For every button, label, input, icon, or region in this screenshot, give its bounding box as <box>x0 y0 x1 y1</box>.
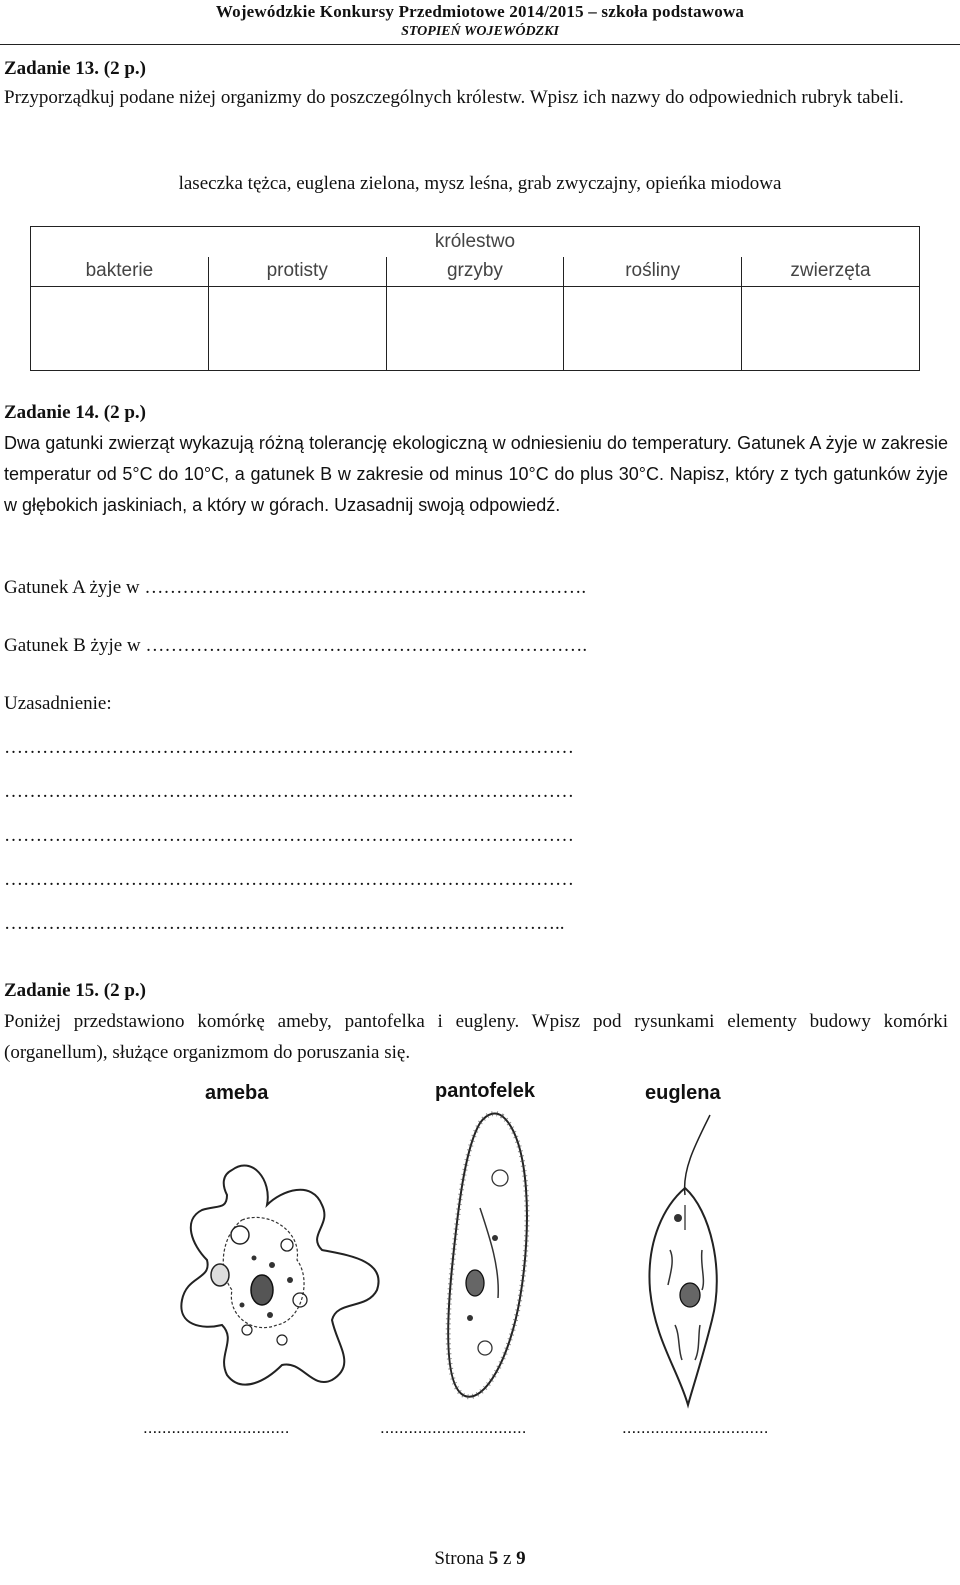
column-zwierzeta: zwierzęta <box>742 257 920 287</box>
column-protisty: protisty <box>208 257 386 287</box>
page-number: 5 <box>488 1548 499 1569</box>
justification-line-4[interactable]: ……………………………………………………………………………… <box>4 869 574 890</box>
justification-line-2[interactable]: ……………………………………………………………………………… <box>4 781 574 802</box>
species-a-label: Gatunek A żyje w <box>4 577 140 598</box>
justification-line-5[interactable]: …………………………………………………………………………….. <box>4 913 565 934</box>
justification-line-1[interactable]: ……………………………………………………………………………… <box>4 737 574 758</box>
page-total: 9 <box>516 1548 526 1569</box>
species-a-dots: ……………………………………………………………. <box>144 577 587 598</box>
task-13-organism-list: laseczka tężca, euglena zielona, mysz leśna, grab zwyczajny, opieńka miodowa <box>178 173 782 194</box>
page-of: z <box>502 1548 512 1569</box>
contest-stage: STOPIEŃ WOJEWÓDZKI <box>401 24 559 39</box>
answer-cell-rosliny[interactable] <box>564 287 742 371</box>
species-a-answer-line[interactable] <box>4 572 586 603</box>
caption-ameba: ameba <box>205 1082 269 1104</box>
caption-pantofelek: pantofelek <box>435 1080 536 1102</box>
task-13-title: Zadanie 13. (2 p.) <box>4 58 146 79</box>
column-grzyby: grzyby <box>386 257 564 287</box>
species-b-dots: ……………………………………………………………. <box>145 635 588 656</box>
column-bakterie: bakterie <box>31 257 209 287</box>
page-footer <box>0 1548 960 1570</box>
answer-cell-protisty[interactable] <box>208 287 386 371</box>
task-15-instruction: Poniżej przedstawiono komórkę ameby, pantofelka i eugleny. Wpisz pod rysunkami elementy budowy komórki (organellum), służące organizmom do poruszania się. <box>4 1011 948 1063</box>
task-14-title: Zadanie 14. (2 p.) <box>4 402 146 423</box>
justification-label: Uzasadnienie: <box>4 693 112 714</box>
task-13-instruction: Przyporządkuj podane niżej organizmy do poszczególnych królestw. Wpisz ich nazwy do odpowiednich rubryk tabeli. <box>4 87 904 108</box>
contest-title: Wojewódzkie Konkursy Przedmiotowe 2014/2015 – szkoła podstawowa <box>215 2 745 21</box>
species-b-answer-line[interactable] <box>4 630 587 661</box>
task-14-text: Dwa gatunki zwierząt wykazują różną tolerancję ekologiczną w odniesieniu do temperatury. Gatunek A żyje w zakresie temperatur od 5°C do 10°C, a gatunek B w zakresie od minus 10°C do plus 30°C. Napisz, który z tych gatunków żyje w głębokich jaskiniach, a który w górach. Uzasadnij swoją odpowiedź. <box>4 433 948 515</box>
kingdom-table <box>30 226 920 371</box>
task-15-title: Zadanie 15. (2 p.) <box>4 980 146 1001</box>
answer-cell-grzyby[interactable] <box>386 287 564 371</box>
answer-dots-euglena[interactable]: ............................... <box>622 1418 769 1437</box>
page-prefix: Strona <box>434 1548 484 1569</box>
species-b-label: Gatunek B żyje w <box>4 635 141 656</box>
kingdom-header: królestwo <box>31 227 920 257</box>
column-rosliny: rośliny <box>564 257 742 287</box>
euglena-drawing <box>640 1110 730 1410</box>
caption-euglena: euglena <box>645 1082 721 1104</box>
answer-cell-zwierzeta[interactable] <box>742 287 920 371</box>
amoeba-drawing <box>172 1150 392 1400</box>
paramecium-drawing <box>440 1108 540 1408</box>
answer-cell-bakterie[interactable] <box>31 287 209 371</box>
answer-dots-ameba[interactable]: ............................... <box>143 1418 290 1437</box>
header-divider <box>0 44 960 45</box>
justification-line-3[interactable]: ……………………………………………………………………………… <box>4 825 574 846</box>
answer-dots-pantofelek[interactable]: ............................... <box>380 1418 527 1437</box>
